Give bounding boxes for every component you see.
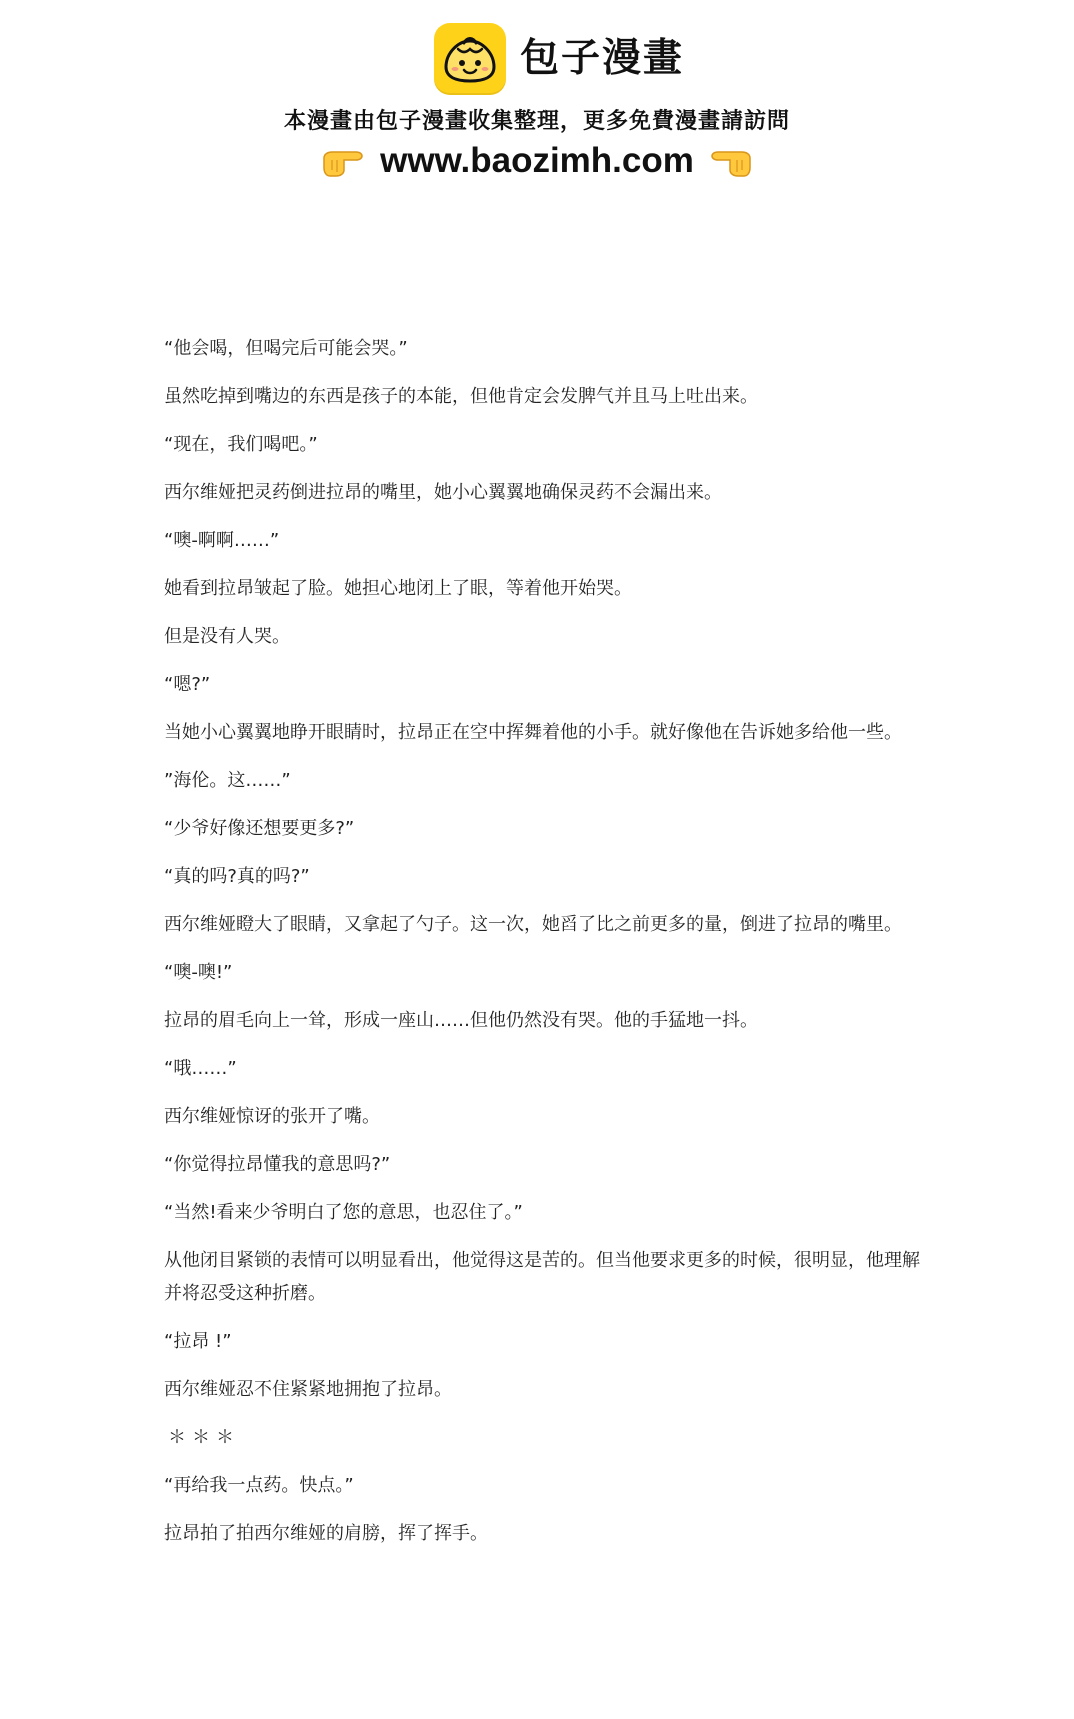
paragraph: “哦……” <box>164 1058 237 1079</box>
pointing-right-hand-icon <box>320 144 364 178</box>
paragraph: “他会喝，但喝完后可能会哭。” <box>164 338 408 359</box>
paragraph: 西尔维娅把灵药倒进拉昂的嘴里，她小心翼翼地确保灵药不会漏出来。 <box>164 482 722 503</box>
paragraph: 西尔维娅忍不住紧紧地拥抱了拉昂。 <box>164 1379 452 1400</box>
paragraph: 拉昂拍了拍西尔维娅的肩膀，挥了挥手。 <box>164 1523 488 1544</box>
site-link-row[interactable] <box>0 136 1074 186</box>
paragraph: 从他闭目紧锁的表情可以明显看出，他觉得这是苦的。但当他要求更多的时候，很明显，他理解并将忍受这种折磨。 <box>164 1250 920 1304</box>
paragraph: “嗯?” <box>164 674 211 695</box>
paragraph: “少爷好像还想要更多?” <box>164 818 355 839</box>
paragraph: “你觉得拉昂懂我的意思吗?” <box>164 1154 391 1175</box>
paragraph: ”海伦。这……” <box>164 770 291 791</box>
paragraph: “现在，我们喝吧。” <box>164 434 318 455</box>
paragraph: “噢-啊啊……” <box>164 530 280 551</box>
pointing-left-hand-icon <box>710 144 754 178</box>
paragraph: 但是没有人哭。 <box>164 626 290 647</box>
paragraph: 虽然吃掉到嘴边的东西是孩子的本能，但他肯定会发脾气并且马上吐出来。 <box>164 386 758 407</box>
brand-name: 包子漫畫 <box>520 36 685 81</box>
paragraph: “拉昂 !” <box>164 1331 232 1352</box>
story-text <box>164 332 924 1565</box>
paragraph: “当然!看来少爷明白了您的意思，也忍住了。” <box>164 1202 523 1223</box>
paragraph: 西尔维娅瞪大了眼睛，又拿起了勺子。这一次，她舀了比之前更多的量，倒进了拉昂的嘴里。 <box>164 914 902 935</box>
bun-mascot-icon <box>434 23 506 95</box>
section-separator: ＊＊＊ <box>168 1427 240 1448</box>
watermark-header <box>0 0 1074 190</box>
paragraph: 拉昂的眉毛向上一耸，形成一座山……但他仍然没有哭。他的手猛地一抖。 <box>164 1010 758 1031</box>
site-url[interactable]: www.baozimh.com <box>380 141 694 180</box>
paragraph: “真的吗?真的吗?” <box>164 866 310 887</box>
paragraph: 西尔维娅惊讶的张开了嘴。 <box>164 1106 380 1127</box>
paragraph: 她看到拉昂皱起了脸。她担心地闭上了眼，等着他开始哭。 <box>164 578 632 599</box>
tagline: 本漫畫由包子漫畫收集整理，更多免費漫畫請訪問 <box>283 109 790 134</box>
paragraph: “再给我一点药。快点。” <box>164 1475 354 1496</box>
paragraph: “噢-噢!” <box>164 962 233 983</box>
paragraph: 当她小心翼翼地睁开眼睛时，拉昂正在空中挥舞着他的小手。就好像他在告诉她多给他一些。 <box>164 722 902 743</box>
brand-logo[interactable] <box>434 22 684 96</box>
